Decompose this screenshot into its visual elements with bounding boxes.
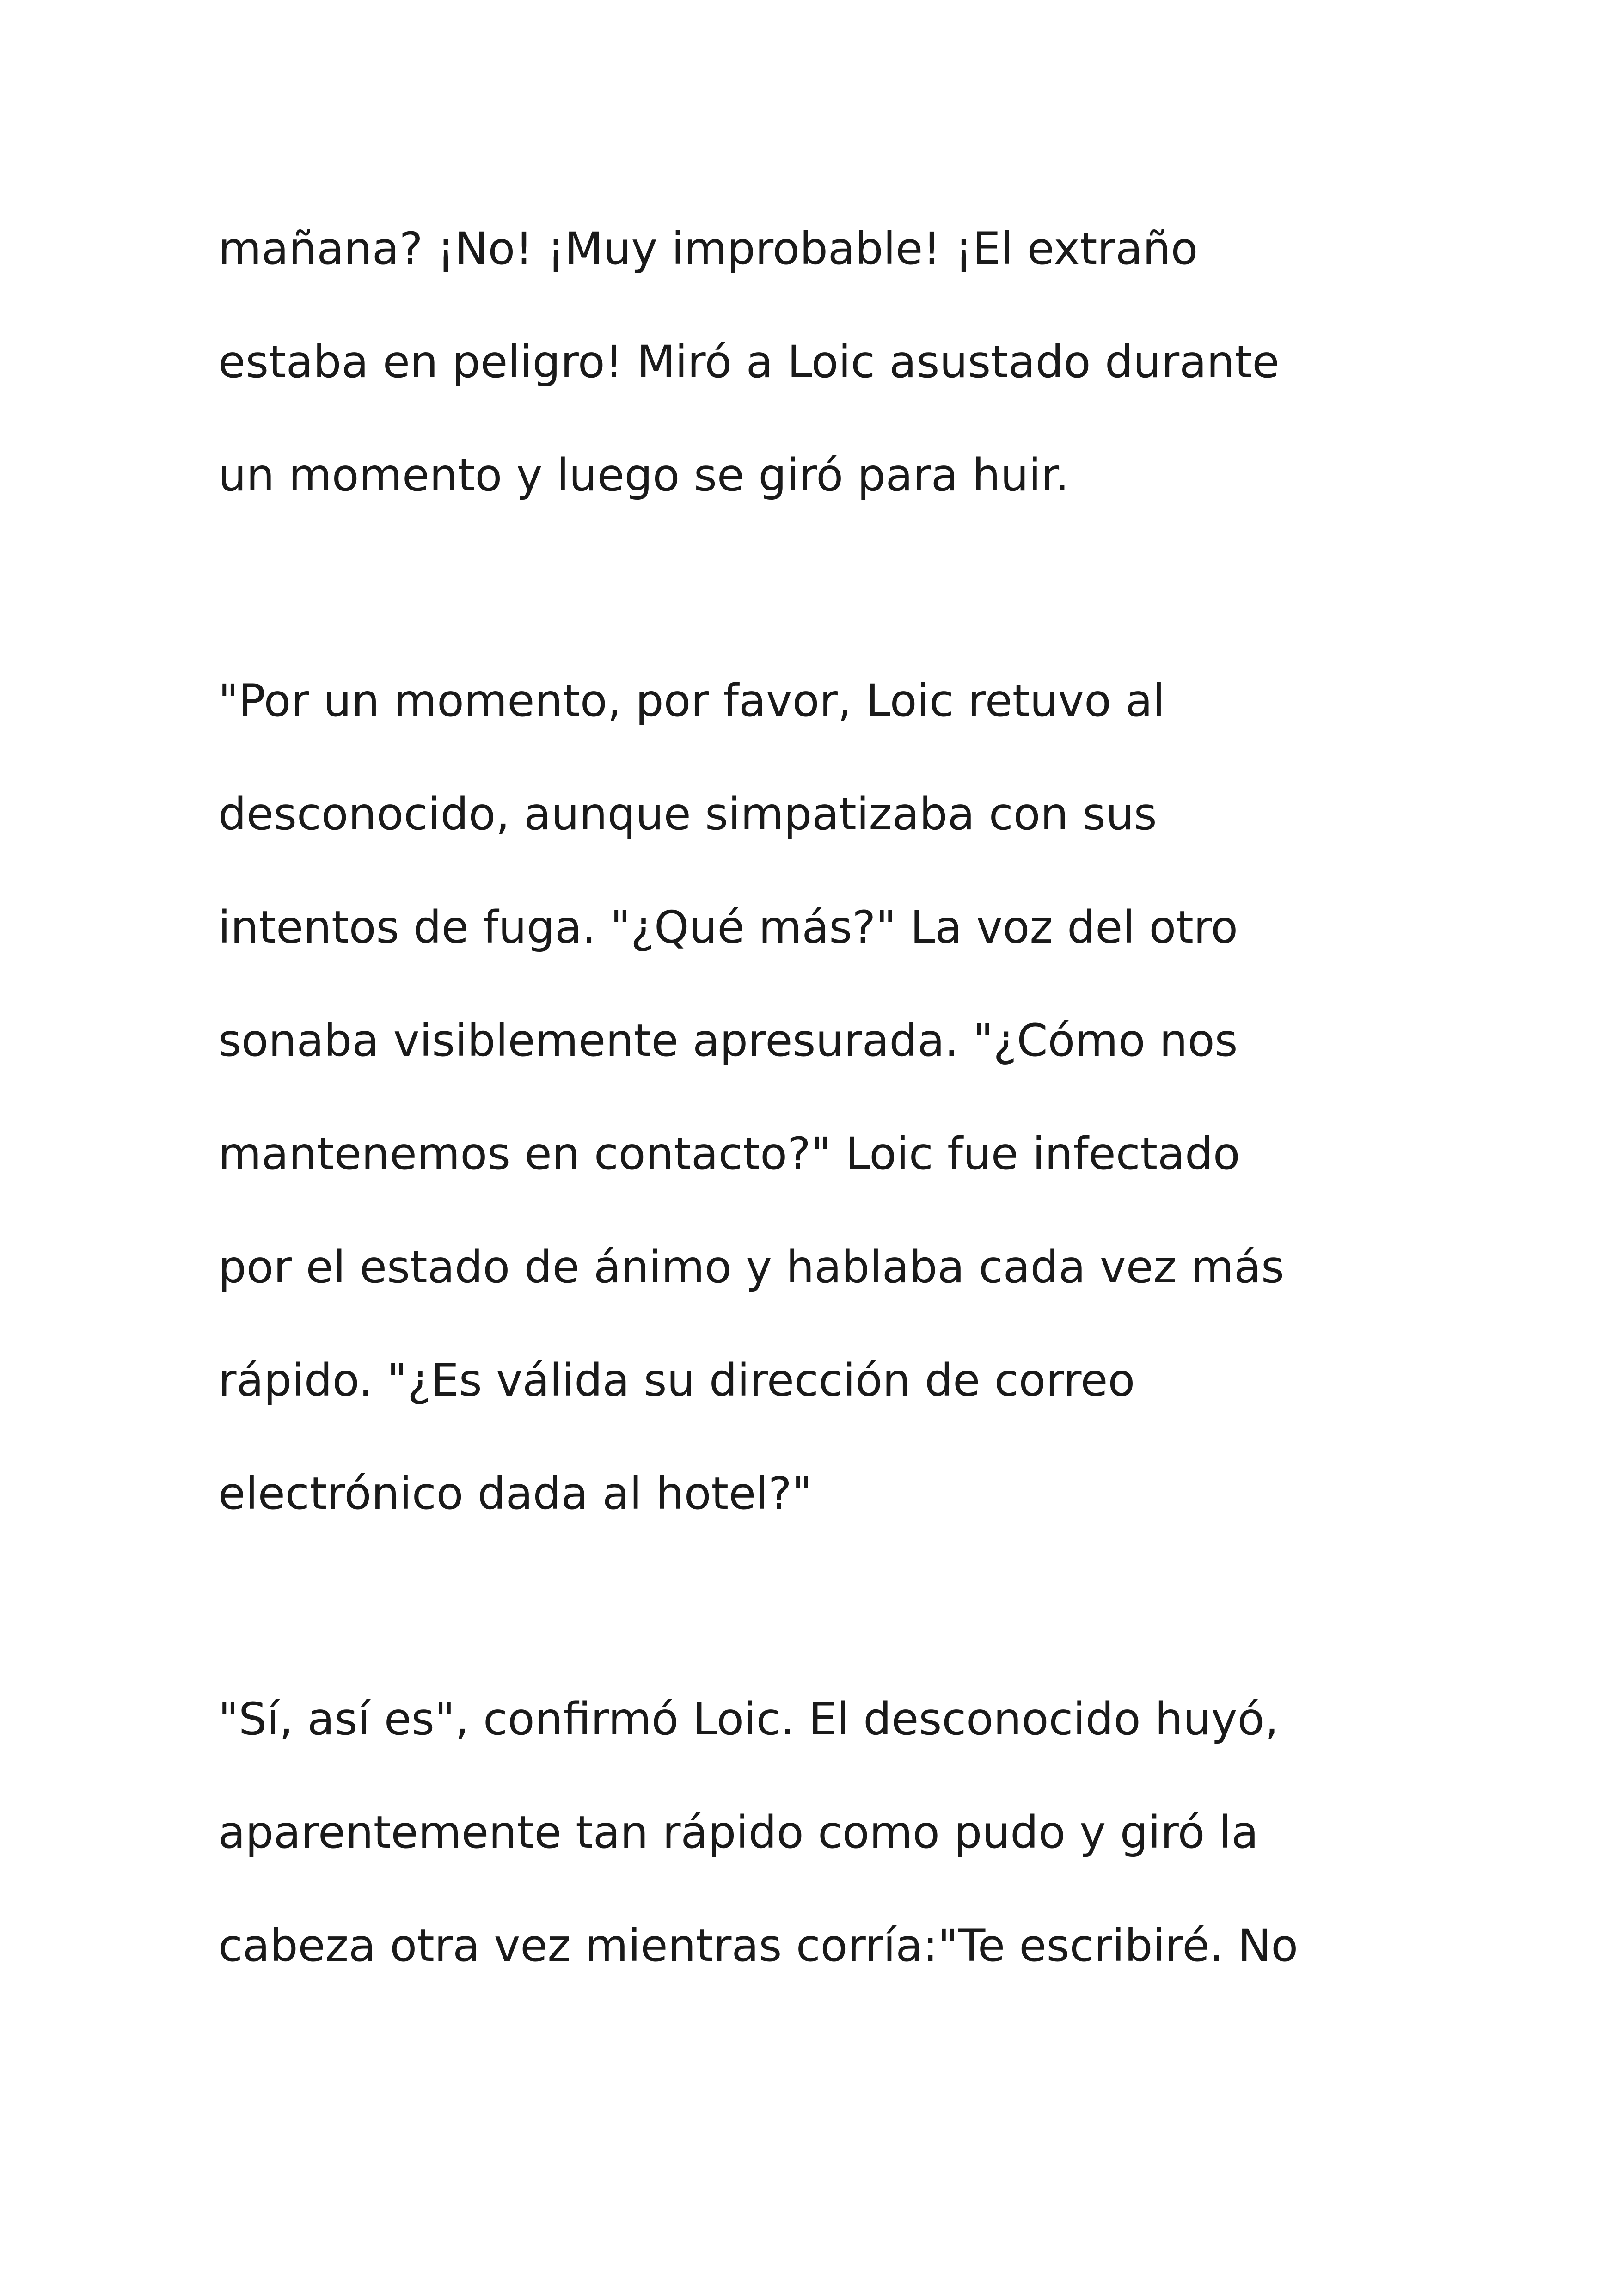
text-line: "Por un momento, por favor, Loic retuvo al: [218, 675, 1165, 727]
text-line: mantenemos en contacto?" Loic fue infectado: [218, 1128, 1240, 1180]
text-line: rápido. "¿Es válida su dirección de correo: [218, 1354, 1135, 1406]
text-line: aparentemente tan rápido como pudo y giró la: [218, 1806, 1259, 1858]
text-line: intentos de fuga. "¿Qué más?" La voz del otro: [218, 901, 1238, 953]
text-line: electrónico dada al hotel?": [218, 1468, 812, 1519]
text-line: por el estado de ánimo y hablaba cada vez más: [218, 1241, 1285, 1293]
text-line: mañana? ¡No! ¡Muy improbable! ¡El extraño: [218, 223, 1198, 275]
text-line: desconocido, aunque simpatizaba con sus: [218, 788, 1157, 840]
text-line: "Sí, así es", confirmó Loic. El desconocido huyó,: [218, 1693, 1279, 1745]
text-line: cabeza otra vez mientras corría:"Te escribiré. No: [218, 1920, 1299, 1971]
text-line: sonaba visiblemente apresurada. "¿Cómo nos: [218, 1015, 1238, 1066]
text-line: un momento y luego se giró para huir.: [218, 449, 1069, 501]
text-line: estaba en peligro! Miró a Loic asustado durante: [218, 336, 1280, 388]
